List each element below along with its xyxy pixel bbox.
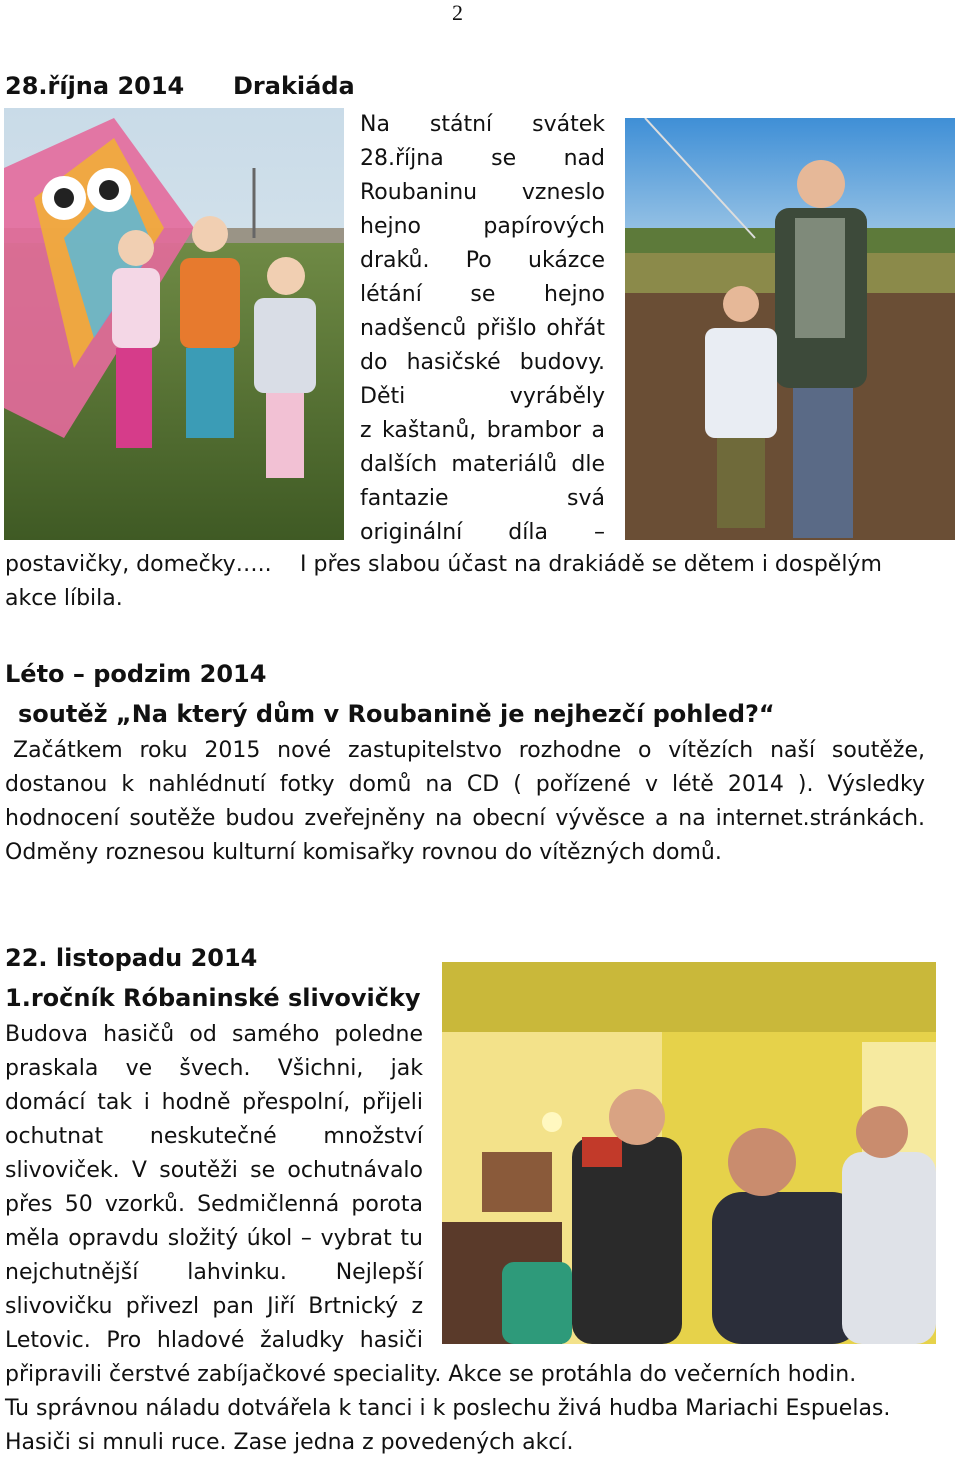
drakiada-line: Roubaninu vzneslo [360, 180, 605, 205]
photo-slivovice-tasting [442, 962, 936, 1344]
slivovicka-line: slivovičku přivezl pan Jiří Brtnický z [5, 1294, 423, 1319]
drakiada-line: nadšenců přišlo ohřát [360, 316, 605, 341]
slivovicka-column [5, 1018, 423, 1358]
drakiada-continuation-left: postavičky, domečky….. [5, 552, 272, 577]
slivovicka-title: 1.ročník Róbaninské slivovičky [5, 984, 421, 1012]
drakiada-line: hejno papírových [360, 214, 605, 239]
photo-children-with-kite [4, 108, 344, 540]
slivovicka-line: Budova hasičů od samého poledne [5, 1022, 423, 1047]
drakiada-line: originální díla – [360, 520, 605, 545]
slivovicka-full-line: připravili čerstvé zabíjačkové speciality. Akce se protáhla do večerních hodin. [5, 1362, 857, 1387]
slivovicka-full-line: Hasiči si mnuli ruce. Zase jedna z povedených akcí. [5, 1430, 574, 1455]
drakiada-line: do hasičské budovy. [360, 350, 605, 375]
soutez-line: Odměny roznesou kulturní komisařky rovnou do vítězných domů. [5, 840, 722, 865]
drakiada-line: dalších materiálů dle [360, 452, 605, 477]
drakiada-column [360, 108, 605, 550]
photo-man-and-boy-flying-kite [625, 118, 955, 540]
soutez-line: hodnocení soutěže budou zveřejněny na obecní vývěsce a na internet.stránkách. [5, 806, 925, 831]
slivovicka-line: domácí tak i hodně přespolní, přijeli [5, 1090, 423, 1115]
drakiada-line: 28.října se nad [360, 146, 605, 171]
drakiada-continuation-last: akce líbila. [5, 586, 123, 611]
slivovicka-line: Letovic. Pro hladové žaludky hasiči [5, 1328, 423, 1353]
slivovicka-line: přes 50 vzorků. Sedmičlenná porota [5, 1192, 423, 1217]
drakiada-line: fantazie svá [360, 486, 605, 511]
drakiada-line: z kaštanů, brambor a [360, 418, 605, 443]
slivovicka-full-line: Tu správnou náladu dotvářela k tanci i k poslechu živá hudba Mariachi Espuelas. [5, 1396, 891, 1421]
drakiada-line: draků. Po ukázce [360, 248, 605, 273]
soutez-heading: Léto – podzim 2014 [5, 660, 267, 688]
slivovicka-line: ochutnat neskutečné množství [5, 1124, 423, 1149]
drakiada-continuation-right: I přes slabou účast na drakiádě se dětem i dospělým [300, 552, 882, 577]
drakiada-line: Na státní svátek [360, 112, 605, 137]
slivovicka-date: 22. listopadu 2014 [5, 944, 258, 972]
slivovicka-line: nejchutnější lahvinku. Nejlepší [5, 1260, 423, 1285]
drakiada-date: 28.října 2014 [5, 72, 185, 100]
drakiada-line: létání se hejno [360, 282, 605, 307]
soutez-line: dostanou k nahlédnutí fotky domů na CD ( pořízené v létě 2014 ). Výsledky [5, 772, 925, 797]
slivovicka-line: měla opravdu složitý úkol – vybrat tu [5, 1226, 423, 1251]
drakiada-line: Děti vyráběly [360, 384, 605, 409]
drakiada-title: Drakiáda [233, 72, 355, 100]
soutez-body [5, 734, 925, 870]
soutez-subheading: soutěž „Na který dům v Roubanině je nejhezčí pohled?“ [18, 700, 775, 728]
slivovicka-line: praskala ve švech. Všichni, jak [5, 1056, 423, 1081]
soutez-line: Začátkem roku 2015 nové zastupitelstvo rozhodne o vítězích naší soutěže, [13, 738, 925, 763]
page-number: 2 [452, 0, 463, 25]
slivovicka-line: slivoviček. V soutěži se ochutnávalo [5, 1158, 423, 1183]
